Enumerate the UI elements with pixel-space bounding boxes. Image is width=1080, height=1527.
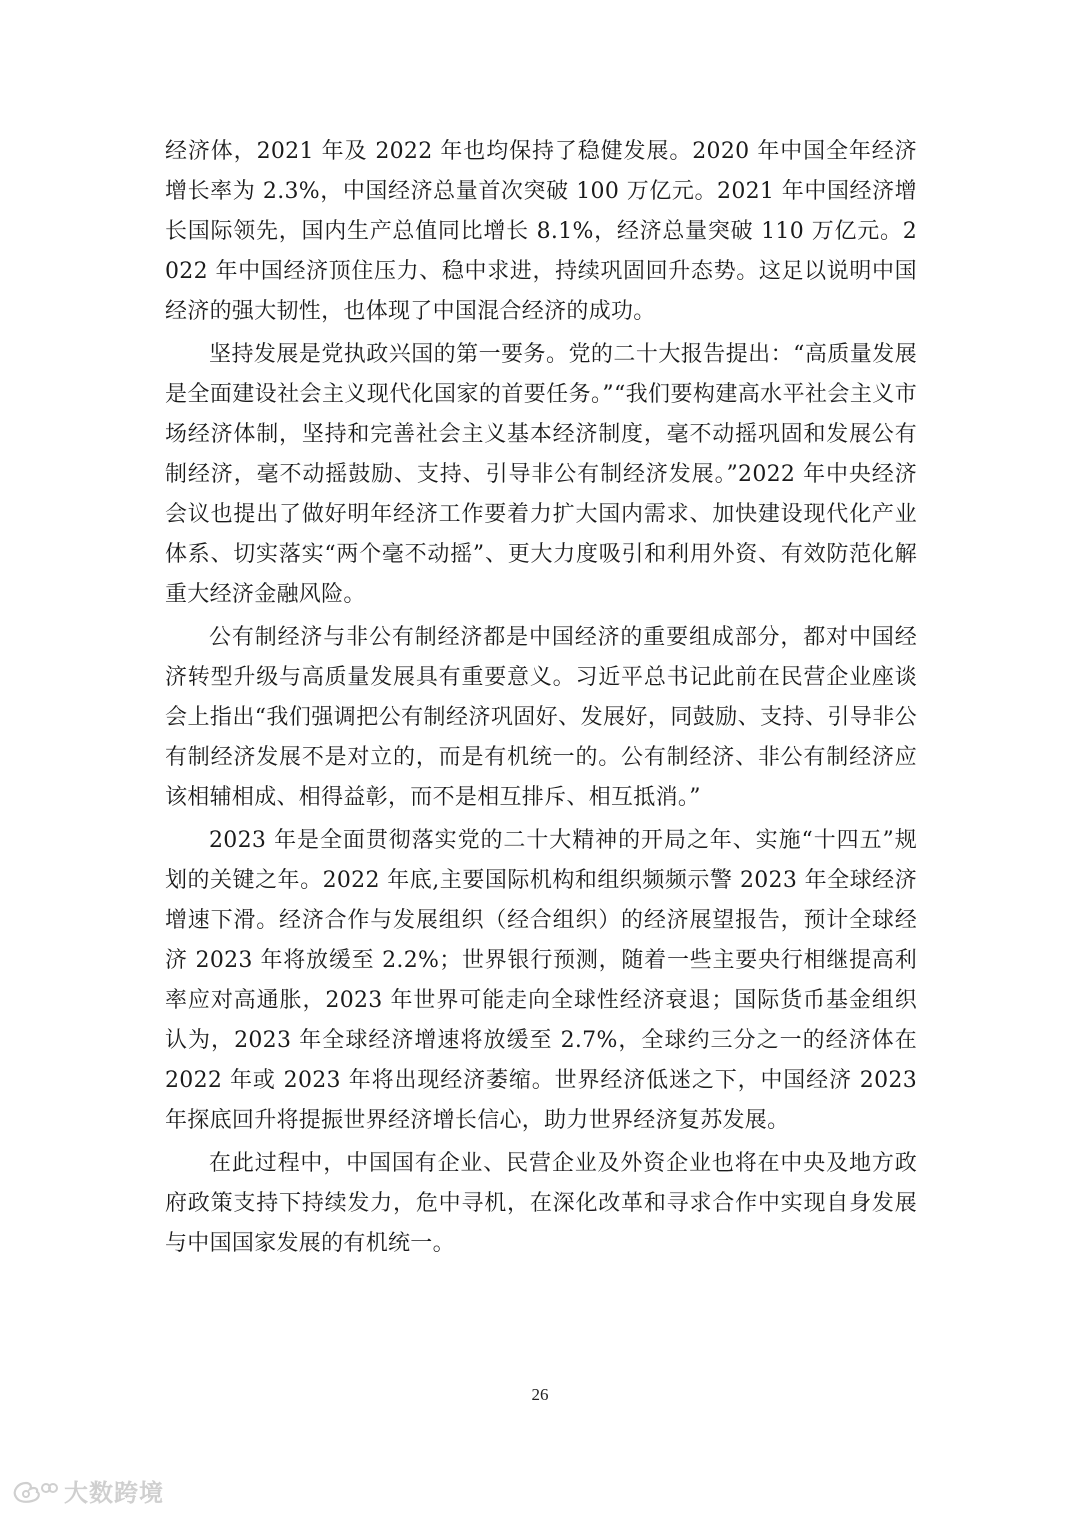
paragraph-1: 经济体，2021 年及 2022 年也均保持了稳健发展。2020 年中国全年经济增长率为 2.3%，中国经济总量首次突破 100 万亿元。2021 年中国经济增长国际领先，国内生产总值同比增长 8.1%，经济总量突破 110 万亿元。2022 年中国经济顶住压力、稳中求进，持续巩固回升态势。这足以说明中国经济的强大韧性，也体现了中国混合经济的成功。 xyxy=(165,139,917,324)
paragraph-3: 公有制经济与非公有制经济都是中国经济的重要组成部分，都对中国经济转型升级与高质量发展具有重要意义。习近平总书记此前在民营企业座谈会上指出“我们强调把公有制经济巩固好、发展好，同鼓励、支持、引导非公有制经济发展不是对立的，而是有机统一的。公有制经济、非公有制经济应该相辅相成、相得益彰，而不是相互排斥、相互抵消。” xyxy=(165,625,917,810)
weibo-logo-icon xyxy=(10,1477,58,1505)
body-text xyxy=(165,132,917,1267)
watermark xyxy=(10,1473,164,1508)
page-number: 26 xyxy=(531,1385,549,1404)
paragraph-5: 在此过程中，中国国有企业、民营企业及外资企业也将在中央及地方政府政策支持下持续发力，危中寻机，在深化改革和寻求合作中实现自身发展与中国国家发展的有机统一。 xyxy=(165,1151,917,1256)
watermark-text: 大数跨境 xyxy=(64,1479,164,1507)
paragraph-4: 2023 年是全面贯彻落实党的二十大精神的开局之年、实施“十四五”规划的关键之年。2022 年底,主要国际机构和组织频频示警 2023 年全球经济增速下滑。经济合作与发展组织（经合组织）的经济展望报告，预计全球经济 2023 年将放缓至 2.2%；世界银行预测，随着一些主要央行相继提高利率应对高通胀，2023 年世界可能走向全球性经济衰退；国际货币基金组织认为，2023 年全球经济增速将放缓至 2.7%，全球约三分之一的经济体在 2022 年或 2023 年将出现经济萎缩。世界经济低迷之下，中国经济 2023 年探底回升将提振世界经济增长信心，助力世界经济复苏发展。 xyxy=(165,828,917,1133)
paragraph-2: 坚持发展是党执政兴国的第一要务。党的二十大报告提出：“高质量发展是全面建设社会主义现代化国家的首要任务。”“我们要构建高水平社会主义市场经济体制，坚持和完善社会主义基本经济制度，毫不动摇巩固和发展公有制经济，毫不动摇鼓励、支持、引导非公有制经济发展。”2022 年中央经济会议也提出了做好明年经济工作要着力扩大国内需求、加快建设现代化产业体系、切实落实“两个毫不动摇”、更大力度吸引和利用外资、有效防范化解重大经济金融风险。 xyxy=(165,342,917,607)
